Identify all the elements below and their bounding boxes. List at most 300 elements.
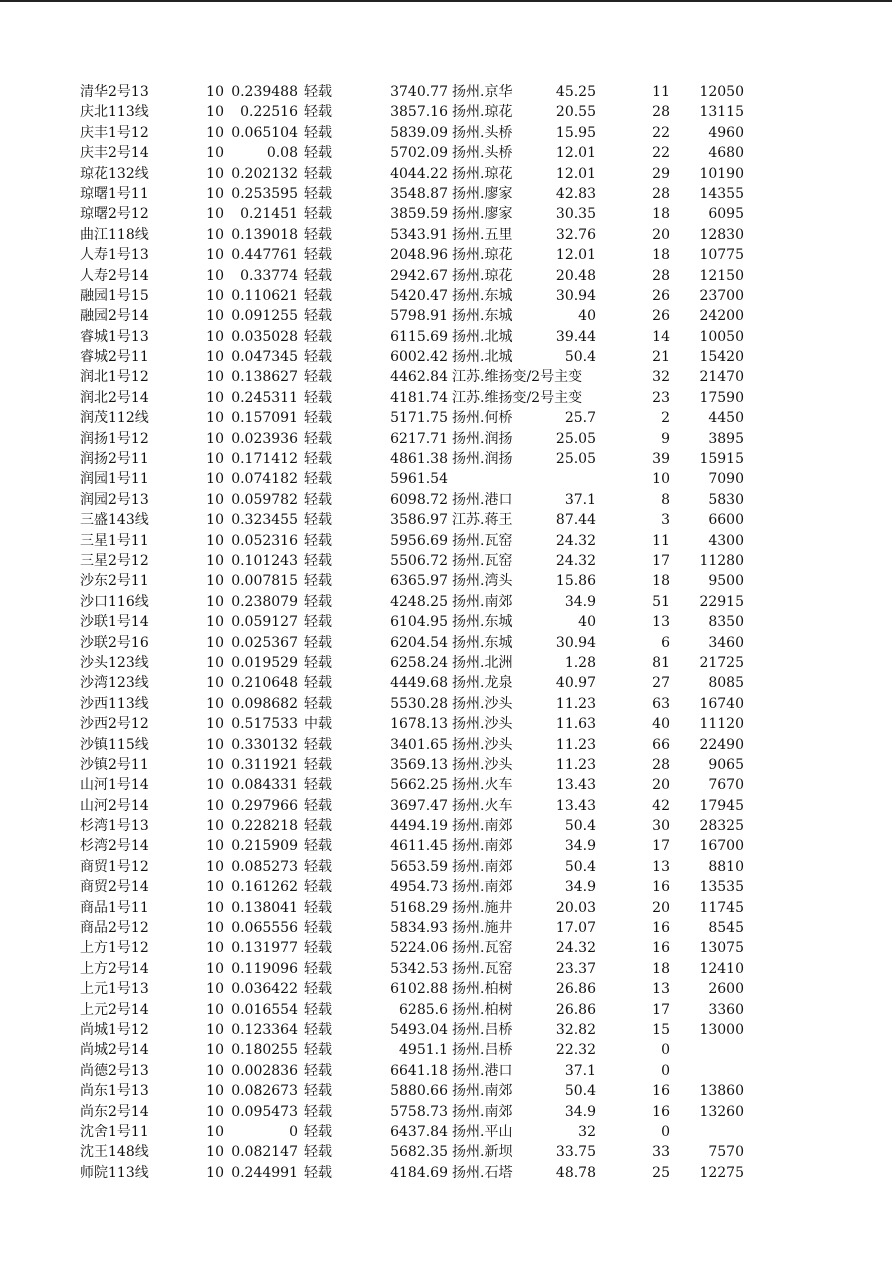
voltage-cell: 10 xyxy=(206,267,224,284)
substation-cell: 扬州.北城 xyxy=(452,328,513,345)
line-name-cell: 人寿1号13 xyxy=(80,247,149,264)
length-cell: 25.05 xyxy=(555,451,596,468)
table-row xyxy=(0,775,892,795)
capacity-cell: 3586.97 xyxy=(390,512,448,529)
length-cell: 30.94 xyxy=(555,287,596,304)
substation-cell: 扬州.龙泉 xyxy=(452,675,513,692)
line-name-cell: 山河2号14 xyxy=(80,797,149,814)
count-cell: 11 xyxy=(652,532,670,549)
load-rate-cell: 0.036422 xyxy=(231,981,298,998)
voltage-cell: 10 xyxy=(206,451,224,468)
voltage-cell: 10 xyxy=(206,491,224,508)
table-row xyxy=(0,225,892,245)
length-cell: 20.03 xyxy=(555,899,596,916)
capacity-cell: 4611.45 xyxy=(390,838,448,855)
kva-cell: 5830 xyxy=(708,491,744,508)
table-row xyxy=(0,164,892,184)
load-status-cell: 轻载 xyxy=(304,940,332,957)
line-name-cell: 睿城2号11 xyxy=(80,349,149,366)
table-row xyxy=(0,1040,892,1060)
load-rate-cell: 0.244991 xyxy=(231,1164,298,1181)
capacity-cell: 5168.29 xyxy=(390,899,448,916)
kva-cell: 22490 xyxy=(699,736,744,753)
load-rate-cell: 0.08 xyxy=(266,145,298,162)
length-cell: 24.32 xyxy=(555,940,596,957)
table-row xyxy=(0,408,892,428)
line-name-cell: 尚德2号13 xyxy=(80,1062,149,1079)
load-rate-cell: 0.517533 xyxy=(231,716,298,733)
length-cell: 34.9 xyxy=(564,879,596,896)
length-cell: 40.97 xyxy=(555,675,596,692)
length-cell: 32.82 xyxy=(555,1021,596,1038)
load-status-cell: 轻载 xyxy=(304,920,332,937)
capacity-cell: 5530.28 xyxy=(390,695,448,712)
kva-cell: 3460 xyxy=(708,634,744,651)
substation-cell: 江苏.维扬变/2号主变 xyxy=(452,389,583,406)
voltage-cell: 10 xyxy=(206,1144,224,1161)
capacity-cell: 4954.73 xyxy=(390,879,448,896)
substation-cell: 扬州.沙头 xyxy=(452,756,513,773)
voltage-cell: 10 xyxy=(206,1062,224,1079)
kva-cell: 12150 xyxy=(699,267,744,284)
length-cell: 50.4 xyxy=(564,1083,596,1100)
substation-cell: 扬州.港口 xyxy=(452,1062,513,1079)
load-status-cell: 轻载 xyxy=(304,552,332,569)
table-row xyxy=(0,938,892,958)
table-row xyxy=(0,1081,892,1101)
line-name-cell: 商贸2号14 xyxy=(80,879,149,896)
capacity-cell: 5758.73 xyxy=(390,1103,448,1120)
substation-cell: 扬州.头桥 xyxy=(452,124,513,141)
capacity-cell: 4462.84 xyxy=(390,369,448,386)
load-rate-cell: 0.095473 xyxy=(231,1103,298,1120)
table-row xyxy=(0,836,892,856)
count-cell: 0 xyxy=(661,1123,670,1140)
load-rate-cell: 0.059127 xyxy=(231,614,298,631)
kva-cell: 12410 xyxy=(699,960,744,977)
kva-cell: 8085 xyxy=(708,675,744,692)
voltage-cell: 10 xyxy=(206,206,224,223)
substation-cell: 扬州.东城 xyxy=(452,614,513,631)
length-cell: 11.23 xyxy=(555,736,596,753)
voltage-cell: 10 xyxy=(206,124,224,141)
voltage-cell: 10 xyxy=(206,512,224,529)
load-status-cell: 轻载 xyxy=(304,451,332,468)
line-name-cell: 沙头123线 xyxy=(80,654,149,671)
kva-cell: 15420 xyxy=(699,349,744,366)
kva-cell: 13000 xyxy=(699,1021,744,1038)
count-cell: 28 xyxy=(652,267,670,284)
count-cell: 30 xyxy=(652,818,670,835)
substation-cell: 扬州.何桥 xyxy=(452,410,513,427)
substation-cell: 扬州.南郊 xyxy=(452,858,513,875)
count-cell: 26 xyxy=(652,308,670,325)
length-cell: 23.37 xyxy=(555,960,596,977)
voltage-cell: 10 xyxy=(206,165,224,182)
voltage-cell: 10 xyxy=(206,1042,224,1059)
substation-cell: 扬州.湾头 xyxy=(452,573,513,590)
length-cell: 13.43 xyxy=(555,797,596,814)
load-status-cell: 轻载 xyxy=(304,430,332,447)
line-name-cell: 润园1号11 xyxy=(80,471,149,488)
voltage-cell: 10 xyxy=(206,328,224,345)
capacity-cell: 3697.47 xyxy=(390,797,448,814)
table-row xyxy=(0,388,892,408)
table-row xyxy=(0,347,892,367)
load-status-cell: 轻载 xyxy=(304,124,332,141)
line-name-cell: 沙镇2号11 xyxy=(80,756,149,773)
voltage-cell: 10 xyxy=(206,593,224,610)
length-cell: 34.9 xyxy=(564,593,596,610)
length-cell: 40 xyxy=(578,614,596,631)
length-cell: 11.63 xyxy=(555,716,596,733)
kva-cell: 3360 xyxy=(708,1001,744,1018)
length-cell: 17.07 xyxy=(555,920,596,937)
load-status-cell: 轻载 xyxy=(304,960,332,977)
substation-cell: 扬州.润扬 xyxy=(452,451,513,468)
count-cell: 20 xyxy=(652,899,670,916)
line-name-cell: 沙湾123线 xyxy=(80,675,149,692)
line-name-cell: 三盛143线 xyxy=(80,512,149,529)
voltage-cell: 10 xyxy=(206,247,224,264)
substation-cell: 扬州.润扬 xyxy=(452,430,513,447)
load-rate-cell: 0.023936 xyxy=(231,430,298,447)
kva-cell: 4300 xyxy=(708,532,744,549)
voltage-cell: 10 xyxy=(206,573,224,590)
length-cell: 25.05 xyxy=(555,430,596,447)
voltage-cell: 10 xyxy=(206,797,224,814)
line-name-cell: 上元2号14 xyxy=(80,1001,149,1018)
kva-cell: 24200 xyxy=(699,308,744,325)
substation-cell: 扬州.南郊 xyxy=(452,1083,513,1100)
count-cell: 28 xyxy=(652,756,670,773)
kva-cell: 4680 xyxy=(708,145,744,162)
load-status-cell: 轻载 xyxy=(304,695,332,712)
table-row xyxy=(0,551,892,571)
load-status-cell: 中载 xyxy=(304,716,332,733)
substation-cell: 扬州.港口 xyxy=(452,491,513,508)
count-cell: 14 xyxy=(652,328,670,345)
capacity-cell: 6204.54 xyxy=(390,634,448,651)
voltage-cell: 10 xyxy=(206,756,224,773)
voltage-cell: 10 xyxy=(206,858,224,875)
load-status-cell: 轻载 xyxy=(304,1042,332,1059)
capacity-cell: 5798.91 xyxy=(390,308,448,325)
line-name-cell: 师院113线 xyxy=(80,1164,149,1181)
kva-cell: 12050 xyxy=(699,84,744,100)
table-row xyxy=(0,1142,892,1162)
load-rate-cell: 0.139018 xyxy=(231,226,298,243)
voltage-cell: 10 xyxy=(206,654,224,671)
load-status-cell: 轻载 xyxy=(304,981,332,998)
kva-cell: 2600 xyxy=(708,981,744,998)
count-cell: 17 xyxy=(652,1001,670,1018)
load-rate-cell: 0.131977 xyxy=(231,940,298,957)
length-cell: 40 xyxy=(578,308,596,325)
voltage-cell: 10 xyxy=(206,308,224,325)
line-name-cell: 尚东2号14 xyxy=(80,1103,149,1120)
substation-cell: 扬州.京华 xyxy=(452,84,513,100)
count-cell: 33 xyxy=(652,1144,670,1161)
load-rate-cell: 0.016554 xyxy=(231,1001,298,1018)
substation-cell: 扬州.火车 xyxy=(452,797,513,814)
length-cell: 30.35 xyxy=(555,206,596,223)
load-rate-cell: 0.33774 xyxy=(240,267,298,284)
line-name-cell: 融园2号14 xyxy=(80,308,149,325)
substation-cell: 扬州.头桥 xyxy=(452,145,513,162)
load-rate-cell: 0.091255 xyxy=(231,308,298,325)
top-border-line xyxy=(0,0,892,2)
load-status-cell: 轻载 xyxy=(304,1062,332,1079)
line-name-cell: 沙联1号14 xyxy=(80,614,149,631)
load-status-cell: 轻载 xyxy=(304,328,332,345)
table-row xyxy=(0,755,892,775)
load-rate-cell: 0.065104 xyxy=(231,124,298,141)
load-rate-cell: 0.084331 xyxy=(231,777,298,794)
line-name-cell: 琼曙2号12 xyxy=(80,206,149,223)
table-row xyxy=(0,918,892,938)
kva-cell: 8545 xyxy=(708,920,744,937)
voltage-cell: 10 xyxy=(206,185,224,202)
table-row xyxy=(0,816,892,836)
load-status-cell: 轻载 xyxy=(304,104,332,121)
capacity-cell: 5702.09 xyxy=(390,145,448,162)
count-cell: 8 xyxy=(661,491,670,508)
voltage-cell: 10 xyxy=(206,369,224,386)
length-cell: 24.32 xyxy=(555,532,596,549)
line-name-cell: 润扬2号11 xyxy=(80,451,149,468)
length-cell: 45.25 xyxy=(555,84,596,100)
table-row xyxy=(0,245,892,265)
substation-cell: 扬州.廖家 xyxy=(452,185,513,202)
table-row xyxy=(0,1020,892,1040)
capacity-cell: 6098.72 xyxy=(390,491,448,508)
load-rate-cell: 0.323455 xyxy=(231,512,298,529)
capacity-cell: 4248.25 xyxy=(390,593,448,610)
count-cell: 20 xyxy=(652,777,670,794)
capacity-cell: 6258.24 xyxy=(390,654,448,671)
load-rate-cell: 0.082147 xyxy=(231,1144,298,1161)
load-rate-cell: 0.035028 xyxy=(231,328,298,345)
load-status-cell: 轻载 xyxy=(304,777,332,794)
capacity-cell: 4184.69 xyxy=(390,1164,448,1181)
voltage-cell: 10 xyxy=(206,1001,224,1018)
line-name-cell: 润北1号12 xyxy=(80,369,149,386)
load-status-cell: 轻载 xyxy=(304,756,332,773)
length-cell: 12.01 xyxy=(555,165,596,182)
load-status-cell: 轻载 xyxy=(304,797,332,814)
count-cell: 28 xyxy=(652,104,670,121)
line-name-cell: 沙联2号16 xyxy=(80,634,149,651)
line-name-cell: 沙西2号12 xyxy=(80,716,149,733)
capacity-cell: 5961.54 xyxy=(390,471,448,488)
load-rate-cell: 0.007815 xyxy=(231,573,298,590)
table-row xyxy=(0,306,892,326)
substation-cell: 扬州.廖家 xyxy=(452,206,513,223)
capacity-cell: 5653.59 xyxy=(390,858,448,875)
substation-cell: 扬州.琼花 xyxy=(452,267,513,284)
capacity-cell: 5493.04 xyxy=(390,1021,448,1038)
load-status-cell: 轻载 xyxy=(304,1103,332,1120)
load-rate-cell: 0.297966 xyxy=(231,797,298,814)
load-rate-cell: 0.161262 xyxy=(231,879,298,896)
kva-cell: 3895 xyxy=(708,430,744,447)
capacity-cell: 6115.69 xyxy=(390,328,448,345)
line-name-cell: 庆丰2号14 xyxy=(80,145,149,162)
count-cell: 16 xyxy=(652,879,670,896)
line-name-cell: 沈王148线 xyxy=(80,1144,149,1161)
kva-cell: 28325 xyxy=(699,818,744,835)
kva-cell: 23700 xyxy=(699,287,744,304)
voltage-cell: 10 xyxy=(206,532,224,549)
load-rate-cell: 0.138627 xyxy=(231,369,298,386)
voltage-cell: 10 xyxy=(206,1103,224,1120)
table-row xyxy=(0,327,892,347)
load-rate-cell: 0.447761 xyxy=(231,247,298,264)
count-cell: 20 xyxy=(652,226,670,243)
length-cell: 50.4 xyxy=(564,349,596,366)
voltage-cell: 10 xyxy=(206,1021,224,1038)
load-status-cell: 轻载 xyxy=(304,1001,332,1018)
length-cell: 87.44 xyxy=(555,512,596,529)
kva-cell: 22915 xyxy=(699,593,744,610)
capacity-cell: 5420.47 xyxy=(390,287,448,304)
table-row xyxy=(0,286,892,306)
line-name-cell: 上元1号13 xyxy=(80,981,149,998)
table-row xyxy=(0,857,892,877)
voltage-cell: 10 xyxy=(206,675,224,692)
voltage-cell: 10 xyxy=(206,777,224,794)
length-cell: 25.7 xyxy=(564,410,596,427)
length-cell: 30.94 xyxy=(555,634,596,651)
length-cell: 11.23 xyxy=(555,695,596,712)
capacity-cell: 6104.95 xyxy=(390,614,448,631)
count-cell: 22 xyxy=(652,145,670,162)
count-cell: 32 xyxy=(652,369,670,386)
count-cell: 0 xyxy=(661,1062,670,1079)
capacity-cell: 5880.66 xyxy=(390,1083,448,1100)
count-cell: 3 xyxy=(661,512,670,529)
line-name-cell: 尚城2号14 xyxy=(80,1042,149,1059)
voltage-cell: 10 xyxy=(206,736,224,753)
capacity-cell: 4181.74 xyxy=(390,389,448,406)
count-cell: 27 xyxy=(652,675,670,692)
line-name-cell: 润茂112线 xyxy=(80,410,149,427)
voltage-cell: 10 xyxy=(206,940,224,957)
table-row xyxy=(0,429,892,449)
voltage-cell: 10 xyxy=(206,226,224,243)
substation-cell: 扬州.南郊 xyxy=(452,818,513,835)
load-rate-cell: 0.074182 xyxy=(231,471,298,488)
count-cell: 51 xyxy=(652,593,670,610)
length-cell: 39.44 xyxy=(555,328,596,345)
capacity-cell: 5171.75 xyxy=(390,410,448,427)
load-rate-cell: 0.002836 xyxy=(231,1062,298,1079)
substation-cell: 扬州.瓦窑 xyxy=(452,960,513,977)
line-name-cell: 沙西113线 xyxy=(80,695,149,712)
substation-cell: 扬州.南郊 xyxy=(452,1103,513,1120)
load-rate-cell: 0.228218 xyxy=(231,818,298,835)
length-cell: 34.9 xyxy=(564,838,596,855)
count-cell: 18 xyxy=(652,206,670,223)
count-cell: 11 xyxy=(652,84,670,100)
kva-cell: 15915 xyxy=(699,451,744,468)
load-rate-cell: 0.238079 xyxy=(231,593,298,610)
table-row xyxy=(0,714,892,734)
kva-cell: 14355 xyxy=(699,185,744,202)
table-row xyxy=(0,1122,892,1142)
capacity-cell: 1678.13 xyxy=(390,716,448,733)
length-cell: 15.86 xyxy=(555,573,596,590)
length-cell: 42.83 xyxy=(555,185,596,202)
load-status-cell: 轻载 xyxy=(304,84,332,100)
table-row xyxy=(0,1102,892,1122)
kva-cell: 8810 xyxy=(708,858,744,875)
count-cell: 39 xyxy=(652,451,670,468)
kva-cell: 7090 xyxy=(708,471,744,488)
load-status-cell: 轻载 xyxy=(304,654,332,671)
length-cell: 32.76 xyxy=(555,226,596,243)
line-name-cell: 三星1号11 xyxy=(80,532,149,549)
load-rate-cell: 0.311921 xyxy=(231,756,298,773)
voltage-cell: 10 xyxy=(206,634,224,651)
load-rate-cell: 0.215909 xyxy=(231,838,298,855)
line-name-cell: 尚东1号13 xyxy=(80,1083,149,1100)
line-name-cell: 清华2号13 xyxy=(80,84,149,100)
voltage-cell: 10 xyxy=(206,899,224,916)
count-cell: 66 xyxy=(652,736,670,753)
table-row xyxy=(0,694,892,714)
voltage-cell: 10 xyxy=(206,1164,224,1181)
load-status-cell: 轻载 xyxy=(304,308,332,325)
load-status-cell: 轻载 xyxy=(304,287,332,304)
load-status-cell: 轻载 xyxy=(304,532,332,549)
table-row xyxy=(0,673,892,693)
capacity-cell: 4449.68 xyxy=(390,675,448,692)
kva-cell: 21725 xyxy=(699,654,744,671)
voltage-cell: 10 xyxy=(206,614,224,631)
capacity-cell: 5224.06 xyxy=(390,940,448,957)
count-cell: 13 xyxy=(652,614,670,631)
load-status-cell: 轻载 xyxy=(304,1021,332,1038)
count-cell: 18 xyxy=(652,960,670,977)
substation-cell: 扬州.南郊 xyxy=(452,838,513,855)
kva-cell: 13860 xyxy=(699,1083,744,1100)
kva-cell: 8350 xyxy=(708,614,744,631)
table-row xyxy=(0,612,892,632)
load-rate-cell: 0.082673 xyxy=(231,1083,298,1100)
voltage-cell: 10 xyxy=(206,1083,224,1100)
load-status-cell: 轻载 xyxy=(304,226,332,243)
length-cell: 34.9 xyxy=(564,1103,596,1120)
count-cell: 81 xyxy=(652,654,670,671)
capacity-cell: 4861.38 xyxy=(390,451,448,468)
load-rate-cell: 0.101243 xyxy=(231,552,298,569)
count-cell: 17 xyxy=(652,552,670,569)
substation-cell: 扬州.施井 xyxy=(452,899,513,916)
substation-cell: 扬州.施井 xyxy=(452,920,513,937)
load-status-cell: 轻载 xyxy=(304,491,332,508)
table-row xyxy=(0,1061,892,1081)
kva-cell: 7670 xyxy=(708,777,744,794)
capacity-cell: 3569.13 xyxy=(390,756,448,773)
substation-cell: 扬州.沙头 xyxy=(452,695,513,712)
capacity-cell: 5506.72 xyxy=(390,552,448,569)
voltage-cell: 10 xyxy=(206,287,224,304)
line-name-cell: 沙东2号11 xyxy=(80,573,149,590)
kva-cell: 13075 xyxy=(699,940,744,957)
load-status-cell: 轻载 xyxy=(304,512,332,529)
